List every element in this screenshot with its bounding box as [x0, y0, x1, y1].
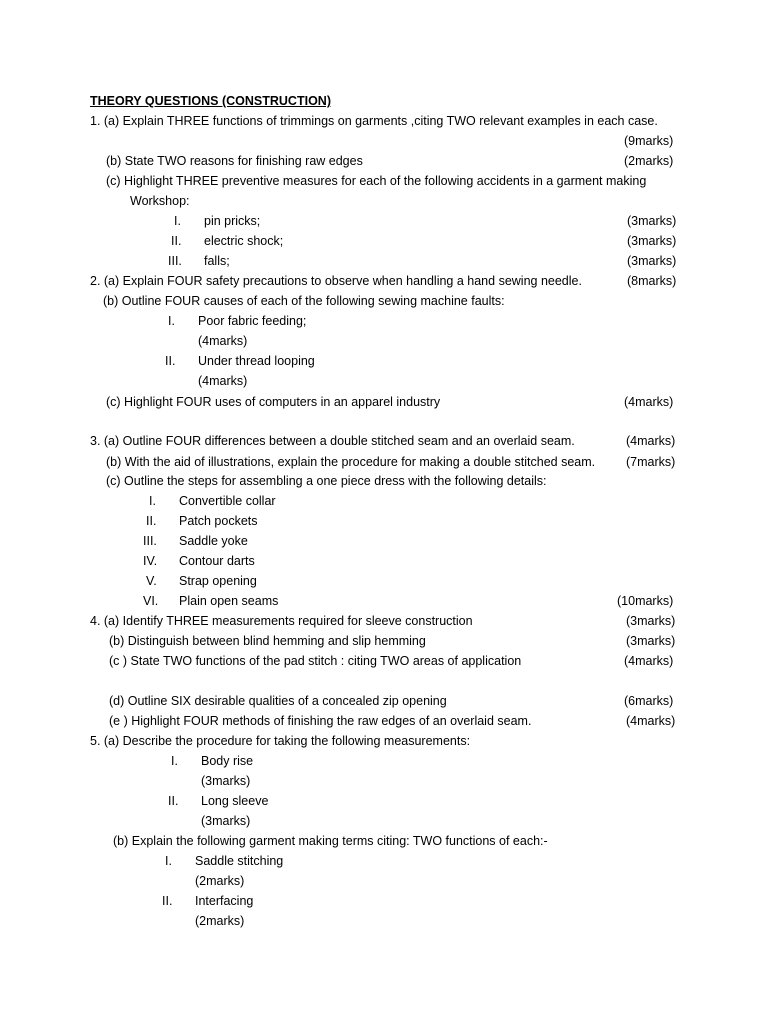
item-marks: (2marks) [195, 914, 245, 928]
item-marks: (3marks) [627, 234, 677, 248]
marks-4d: (6marks) [624, 694, 674, 708]
item-marks: (3marks) [201, 774, 251, 788]
item-number: I. [174, 214, 181, 228]
item-text: pin pricks; [204, 214, 261, 228]
question-3a: 3. (a) Outline FOUR differences between a double stitched seam and an overlaid seam. [90, 434, 575, 448]
question-5b: (b) Explain the following garment making terms citing: TWO functions of each:- [113, 834, 548, 848]
item-number: IV. [143, 554, 158, 568]
question-3c: (c) Outline the steps for assembling a one piece dress with the following details: [106, 474, 547, 488]
question-4c: (c ) State TWO functions of the pad stitch : citing TWO areas of application [109, 654, 522, 668]
question-4e: (e ) Highlight FOUR methods of finishing the raw edges of an overlaid seam. [109, 714, 532, 728]
item-number: I. [165, 854, 172, 868]
item-marks: (2marks) [195, 874, 245, 888]
question-1b: (b) State TWO reasons for finishing raw edges [106, 154, 363, 168]
item-text: electric shock; [204, 234, 284, 248]
item-number: III. [143, 534, 157, 548]
question-1c-cont: Workshop: [130, 194, 190, 208]
question-4d: (d) Outline SIX desirable qualities of a concealed zip opening [109, 694, 447, 708]
item-number: II. [168, 794, 179, 808]
item-text: Convertible collar [179, 494, 276, 508]
item-number: III. [168, 254, 182, 268]
marks-2c: (4marks) [624, 395, 674, 409]
item-text: Long sleeve [201, 794, 269, 808]
item-text: Saddle stitching [195, 854, 284, 868]
item-marks: (3marks) [201, 814, 251, 828]
item-marks: (3marks) [627, 214, 677, 228]
item-text: Plain open seams [179, 594, 279, 608]
question-2b: (b) Outline FOUR causes of each of the following sewing machine faults: [103, 294, 505, 308]
marks-1a: (9marks) [624, 134, 674, 148]
question-1a: 1. (a) Explain THREE functions of trimmings on garments ,citing TWO relevant examples in each case. [90, 114, 658, 128]
question-3b: (b) With the aid of illustrations, explain the procedure for making a double stitched seam. [106, 455, 596, 469]
marks-2a: (8marks) [627, 274, 677, 288]
item-marks: (4marks) [198, 374, 248, 388]
page-title: THEORY QUESTIONS (CONSTRUCTION) [90, 94, 331, 108]
question-4a: 4. (a) Identify THREE measurements required for sleeve construction [90, 614, 473, 628]
item-marks: (4marks) [198, 334, 248, 348]
item-marks: (3marks) [627, 254, 677, 268]
item-text: Poor fabric feeding; [198, 314, 307, 328]
item-number: VI. [143, 594, 159, 608]
marks-4e: (4marks) [626, 714, 676, 728]
item-text: Patch pockets [179, 514, 258, 528]
marks-4c: (4marks) [624, 654, 674, 668]
question-2a: 2. (a) Explain FOUR safety precautions to observe when handling a hand sewing needle. [90, 274, 582, 288]
marks-4b: (3marks) [626, 634, 676, 648]
item-number: II. [146, 514, 157, 528]
item-text: falls; [204, 254, 230, 268]
item-text: Saddle yoke [179, 534, 248, 548]
item-number: II. [162, 894, 173, 908]
item-text: Body rise [201, 754, 254, 768]
question-5a: 5. (a) Describe the procedure for taking the following measurements: [90, 734, 471, 748]
marks-3c: (10marks) [617, 594, 674, 608]
item-text: Strap opening [179, 574, 257, 588]
item-number: I. [149, 494, 156, 508]
question-4b: (b) Distinguish between blind hemming and slip hemming [109, 634, 426, 648]
item-number: II. [165, 354, 176, 368]
item-number: V. [146, 574, 157, 588]
question-2c: (c) Highlight FOUR uses of computers in an apparel industry [106, 395, 441, 409]
marks-4a: (3marks) [626, 614, 676, 628]
item-text: Interfacing [195, 894, 254, 908]
item-text: Contour darts [179, 554, 255, 568]
marks-3b: (7marks) [626, 455, 676, 469]
question-1c: (c) Highlight THREE preventive measures for each of the following accidents in a garment making [106, 174, 647, 188]
item-number: I. [171, 754, 178, 768]
item-number: I. [168, 314, 175, 328]
marks-1b: (2marks) [624, 154, 674, 168]
item-text: Under thread looping [198, 354, 315, 368]
item-number: II. [171, 234, 182, 248]
marks-3a: (4marks) [626, 434, 676, 448]
